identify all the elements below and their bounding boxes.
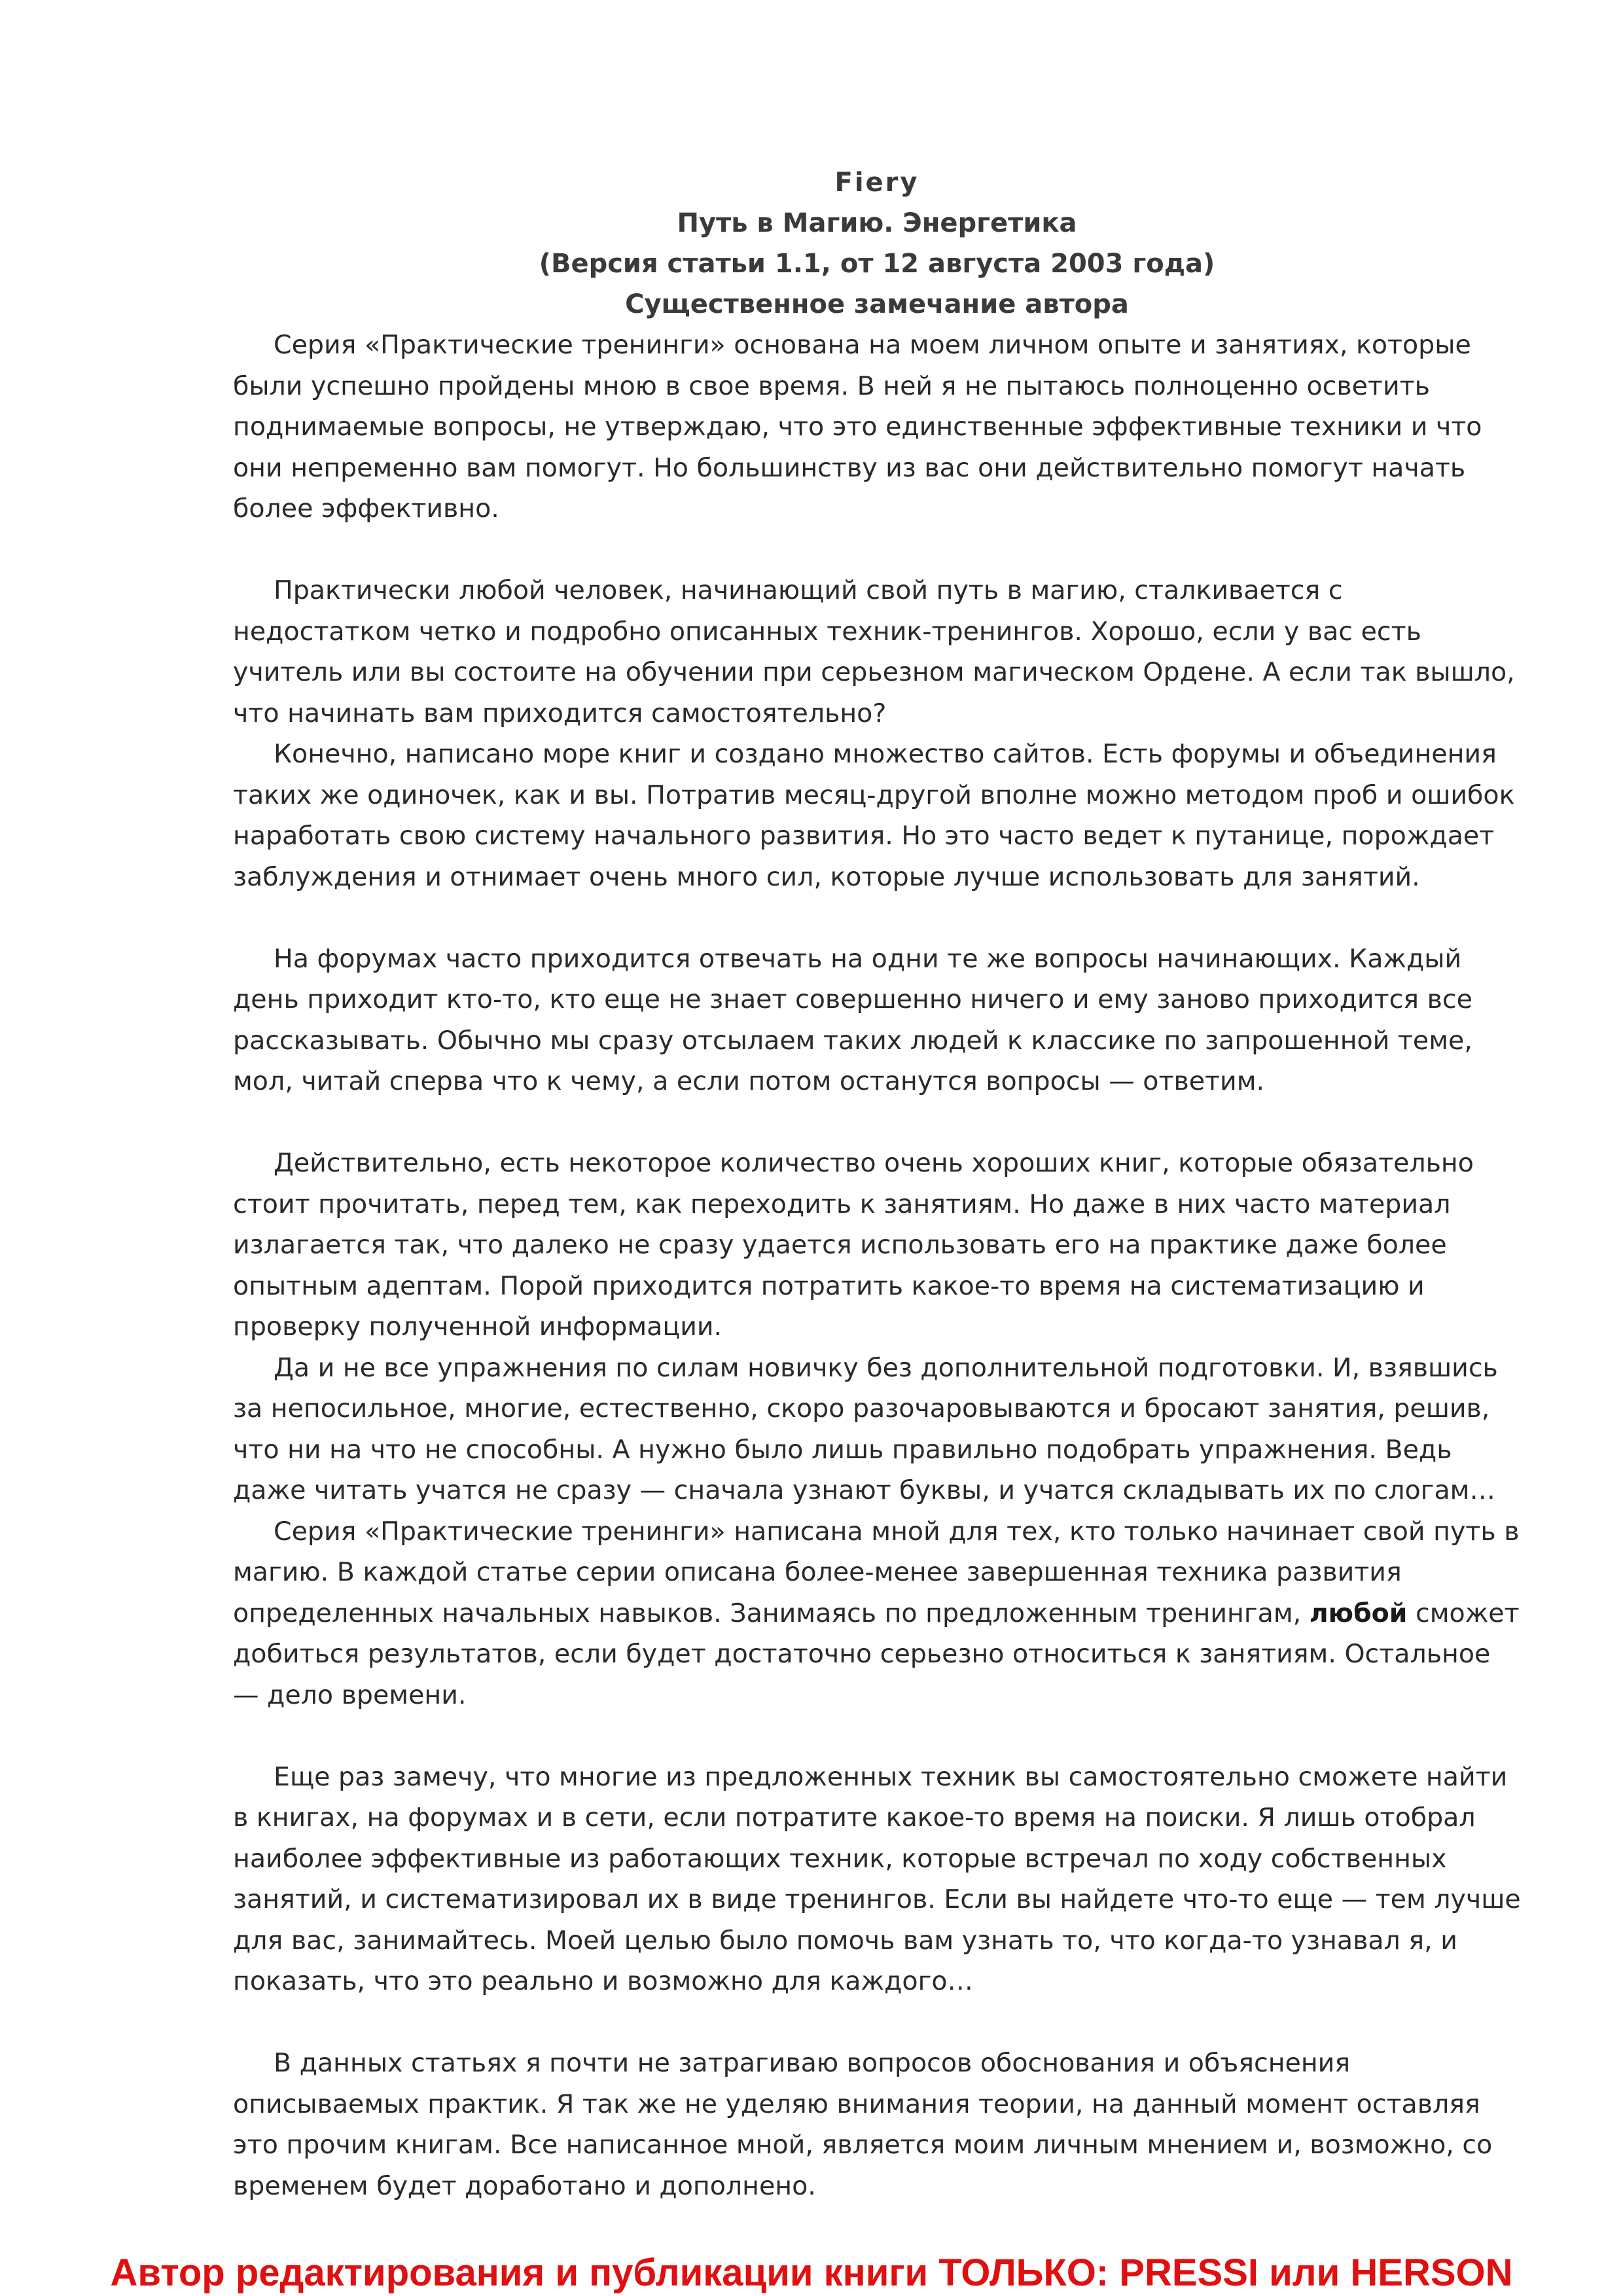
document-page (233, 162, 1521, 2206)
paragraph-gap (233, 1102, 1521, 1143)
paragraph: В данных статьях я почти не затрагиваю вопросов обоснования и объяснения описываемых практик. Я так же не уделяю внимания теории, на данный момент оставляя это прочим книгам. Все написанное мной, является моим личным мнением и, возможно, со временем будет доработано и дополнено. (233, 2048, 1493, 2201)
paragraph-gap (233, 529, 1521, 571)
paragraph: Действительно, есть некоторое количество очень хороших книг, которые обязательно стоит прочитать, перед тем, как переходить к занятиям. Но даже в них часто материал излагается так, что далеко не сразу удается использовать его на практике даже более опытным адептам. Порой приходится потратить какое-то время на систематизацию и проверку полученной информации. (233, 1148, 1474, 1342)
document-body (233, 325, 1521, 2206)
paragraph: Практически любой человек, начинающий свой путь в магию, сталкивается с недостатком четко и подробно описанных техник-тренингов. Хорошо, если у вас есть учитель или вы состоите на обучении при серьезном магическом Ордене. А если так вышло, что начинать вам приходится самостоятельно? (233, 575, 1515, 728)
paragraph: На форумах часто приходится отвечать на одни те же вопросы начинающих. Каждый день приходит кто-то, кто еще не знает совершенно ничего и ему заново приходится все рассказывать. Обычно мы сразу отсылаем таких людей к классике по запрошенной теме, мол, читай сперва что к чему, а если потом останутся вопросы — ответим. (233, 943, 1472, 1096)
paragraph-text: сможет добиться результатов, если будет достаточно серьезно относиться к занятиям. Остальное — дело времени. (233, 1598, 1520, 1710)
paragraph-gap (233, 2002, 1521, 2043)
publisher-notice: Автор редактирования и публикации книги ТОЛЬКО: PRESSI или HERSON (110, 2251, 1513, 2294)
paragraph: Конечно, написано море книг и создано множество сайтов. Есть форумы и объединения таких же одиночек, как и вы. Потратив месяц-другой вполне можно методом проб и ошибок наработать свою систему начального развития. Но это часто ведет к путанице, порождает заблуждения и отнимает очень много сил, которые лучше использовать для занятий. (233, 739, 1515, 892)
paragraph (233, 1511, 1521, 1716)
document-header (233, 162, 1521, 325)
paragraph-text: Серия «Практические тренинги» написана мной для тех, кто только начинает свой путь в магию. В каждой статье серии описана более-менее завершенная техника развития определенных начальных навыков. Занимаясь по предложенным тренингам, (233, 1516, 1520, 1628)
paragraph: Да и не все упражнения по силам новичку без дополнительной подготовки. И, взявшись за непосильное, многие, естественно, скоро разочаровываются и бросают занятия, решив, что ни на что не способны. А нужно было лишь правильно подобрать упражнения. Ведь даже читать учатся не сразу — сначала узнают буквы, и учатся складывать их по слогам… (233, 1352, 1498, 1505)
emphasis-text: любой (1309, 1598, 1408, 1628)
section-heading: Существенное замечание автора (625, 289, 1129, 319)
author-name: Fiery (834, 168, 919, 198)
paragraph: Еще раз замечу, что многие из предложенных техник вы самостоятельно сможете найти в книгах, на форумах и в сети, если потратите какое-то время на поиски. Я лишь отобрал наиболее эффективные из работающих техник, которые встречал по ходу собственных занятий, и систематизировал их в виде тренингов. Если вы найдете что-то еще — тем лучше для вас, занимайтесь. Моей целью было помочь вам узнать то, что когда-то узнавал я, и показать, что это реально и возможно для каждого… (233, 1761, 1521, 1996)
document-version: (Версия статьи 1.1, от 12 августа 2003 года) (539, 249, 1215, 279)
paragraph-gap (233, 1715, 1521, 1757)
document-title: Путь в Магию. Энергетика (677, 208, 1077, 238)
paragraph: Серия «Практические тренинги» основана на моем личном опыте и занятиях, которые были успешно пройдены мною в свое время. В ней я не пытаюсь полноценно осветить поднимаемые вопросы, не утверждаю, что это единственные эффективные техники и что они непременно вам помогут. Но большинству из вас они действительно помогут начать более эффективно. (233, 330, 1482, 524)
paragraph-gap (233, 897, 1521, 939)
